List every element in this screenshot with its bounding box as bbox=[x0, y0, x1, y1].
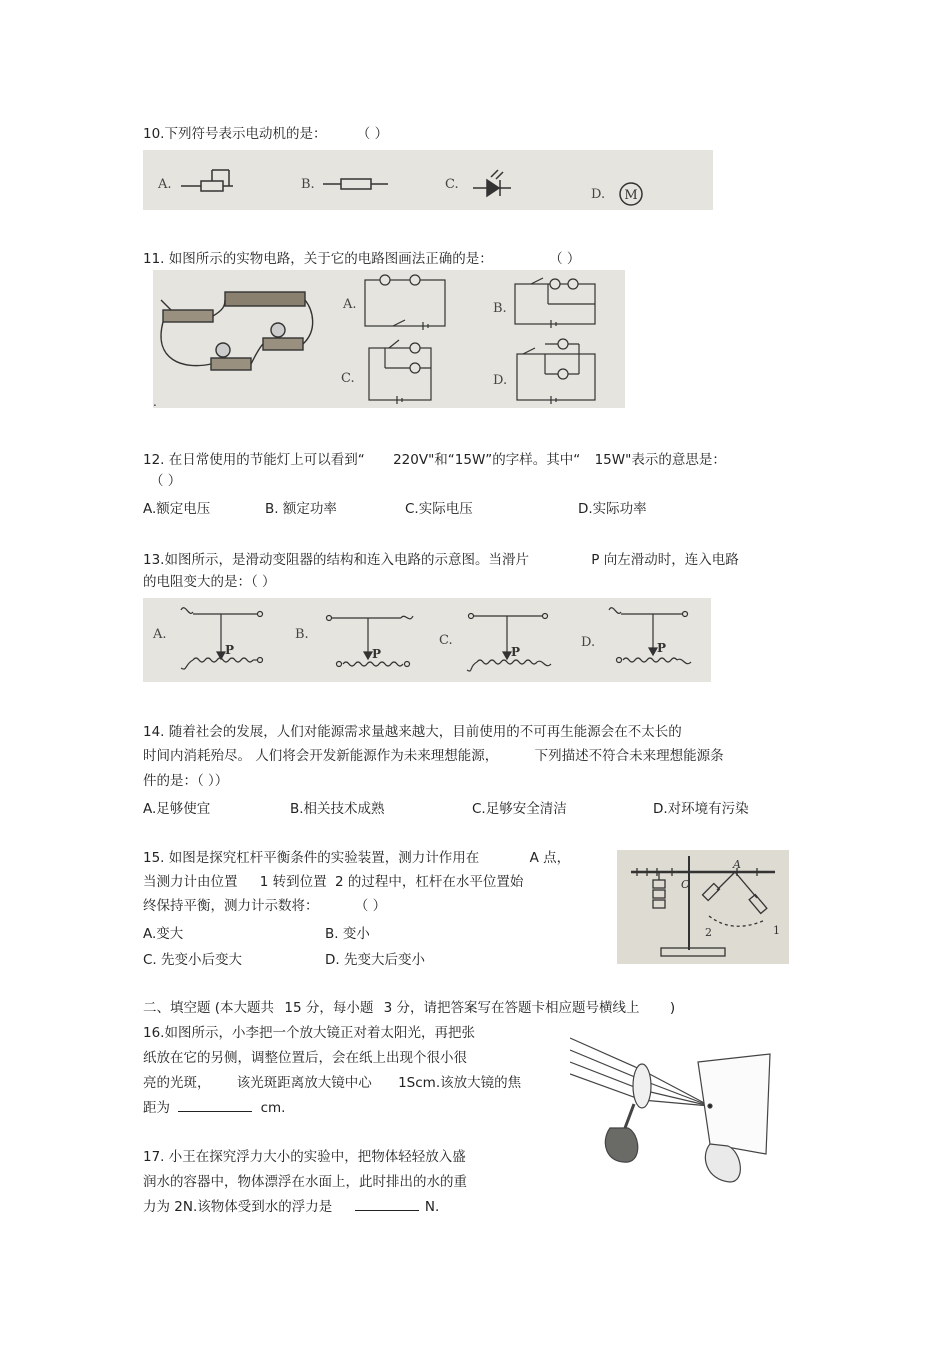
lever-apparatus-drawing bbox=[631, 856, 775, 956]
q15-option-a: A.变大 bbox=[143, 926, 184, 942]
rheostat-a bbox=[181, 608, 263, 669]
svg-text:A: A bbox=[733, 858, 741, 871]
rheostat-symbol-icon bbox=[181, 170, 233, 191]
q10-figure bbox=[143, 150, 713, 210]
motor-symbol-icon bbox=[620, 183, 642, 205]
svg-text:M: M bbox=[624, 188, 638, 203]
q11-stem: 11. 如图所示的实物电路，关于它的电路图画法正确的是： （ ） bbox=[143, 251, 581, 267]
svg-text:1: 1 bbox=[773, 924, 780, 937]
q14-option-c: C.足够安全清洁 bbox=[472, 801, 567, 817]
q12-answer-paren: （ ） bbox=[150, 473, 182, 489]
q11-answer-paren: （ ） bbox=[549, 251, 581, 267]
q12-stem-line1: 12. 在日常使用的节能灯上可以看到“ 220V"和“15W”的字样。其中“ 15W"表示的意思是： bbox=[143, 452, 726, 468]
svg-text:P: P bbox=[657, 641, 667, 655]
q10-option-b-label: B. bbox=[301, 177, 315, 192]
q15-lever-figure bbox=[617, 850, 789, 964]
q15-stem-line3: 终保持平衡，测力计示数将： （ ） bbox=[143, 898, 387, 914]
rheostat-c bbox=[467, 614, 551, 672]
q11-option-d-label: D. bbox=[493, 373, 508, 388]
q13-option-a-label: A. bbox=[153, 627, 167, 642]
q10-option-d-label: D. bbox=[591, 187, 606, 202]
q16-stem-line2: 纸放在它的另侧，调整位置后，会在纸上出现个很小很 bbox=[143, 1050, 467, 1066]
svg-text:P: P bbox=[372, 647, 382, 661]
q15-option-d: D. 先变大后变小 bbox=[325, 952, 425, 968]
section-2-title: 二、填空题 (本大题共 15 分，每小题 3 分，请把答案写在答题卡相应题号横线上 ) bbox=[143, 1000, 676, 1016]
q10-stem: 10.下列符号表示电动机的是： （ ） bbox=[143, 126, 389, 142]
q12-option-a: A.额定电压 bbox=[143, 501, 211, 517]
q17-stem-line3: 力为 2N.该物体受到水的浮力是 N. bbox=[143, 1199, 440, 1215]
q17-answer-blank[interactable] bbox=[355, 1198, 419, 1211]
q15-option-c: C. 先变小后变大 bbox=[143, 952, 243, 968]
q17-stem-line1: 17. 小王在探究浮力大小的实验中，把物体轻轻放入盛 bbox=[143, 1149, 466, 1165]
q11-option-a-label: A. bbox=[343, 297, 357, 312]
q14-stem-line1: 14. 随着社会的发展，人们对能源需求量越来越大，目前使用的不可再生能源会在不太长的 bbox=[143, 724, 682, 740]
svg-text:2: 2 bbox=[705, 926, 712, 939]
q13-option-b-label: B. bbox=[295, 627, 309, 642]
q12-option-b: B. 额定功率 bbox=[265, 501, 337, 517]
circuit-diagram-b bbox=[515, 278, 595, 328]
circuit-diagram-a bbox=[365, 275, 445, 330]
q13-stem-line1: 13.如图所示，是滑动变阻器的结构和连入电路的示意图。当滑片 P 向左滑动时，连入电路 bbox=[143, 552, 739, 568]
svg-text:O: O bbox=[681, 878, 691, 891]
rheostat-b bbox=[327, 616, 414, 667]
q17-stem-line2: 润水的容器中，物体漂浮在水面上，此时排出的水的重 bbox=[143, 1174, 467, 1190]
q12-option-c: C.实际电压 bbox=[405, 501, 473, 517]
q11-option-b-label: B. bbox=[493, 301, 507, 316]
q15-stem-line2: 当测力计由位置 1 转到位置 2 的过程中，杠杆在水平位置始 bbox=[143, 874, 524, 890]
q16-stem-line1: 16.如图所示，小李把一个放大镜正对着太阳光，再把张 bbox=[143, 1025, 475, 1041]
q11-figure bbox=[153, 270, 625, 408]
led-symbol-icon bbox=[473, 170, 511, 196]
q13-stem-line2: 的电阻变大的是：（ ） bbox=[143, 574, 276, 590]
q13-option-d-label: D. bbox=[581, 635, 596, 650]
q16-magnifier-figure bbox=[570, 1024, 780, 1184]
q16-stem-line4: 距为 cm. bbox=[143, 1100, 286, 1116]
q14-option-a: A.足够使宜 bbox=[143, 801, 211, 817]
circuit-diagram-d bbox=[517, 339, 595, 404]
resistor-symbol-icon bbox=[323, 179, 388, 189]
q13-option-c-label: C. bbox=[439, 633, 453, 648]
q14-stem-line3: 件的是：（ ）） bbox=[143, 773, 229, 789]
q10-option-a-label: A. bbox=[158, 177, 172, 192]
q15-option-b: B. 变小 bbox=[325, 926, 370, 942]
q14-option-b: B.相关技术成熟 bbox=[290, 801, 385, 817]
circuit-diagram-c bbox=[369, 340, 431, 404]
q10-option-c-label: C. bbox=[445, 177, 459, 192]
q13-figure bbox=[143, 598, 711, 682]
q15-answer-paren: （ ） bbox=[354, 898, 387, 914]
q14-option-d: D.对环境有污染 bbox=[653, 801, 749, 817]
q11-option-c-label: C. bbox=[341, 371, 355, 386]
q11-figure-dot: . bbox=[153, 395, 157, 408]
physical-circuit-drawing bbox=[161, 292, 313, 370]
rheostat-d bbox=[609, 608, 691, 664]
q10-answer-paren: （ ） bbox=[356, 126, 389, 142]
q12-option-d: D.实际功率 bbox=[578, 501, 647, 517]
q14-stem-line2: 时间内消耗殆尽。 人们将会开发新能源作为未来理想能源， 下列描述不符合未来理想能源条 bbox=[143, 748, 724, 764]
q15-stem-line1: 15. 如图是探究杠杆平衡条件的实验装置，测力计作用在 A 点， bbox=[143, 850, 571, 866]
svg-text:P: P bbox=[511, 645, 521, 659]
svg-text:P: P bbox=[225, 643, 235, 657]
q16-answer-blank[interactable] bbox=[178, 1099, 252, 1112]
q16-stem-line3: 亮的光斑， 该光斑距离放大镜中心 1Scm.该放大镜的焦 bbox=[143, 1075, 522, 1091]
